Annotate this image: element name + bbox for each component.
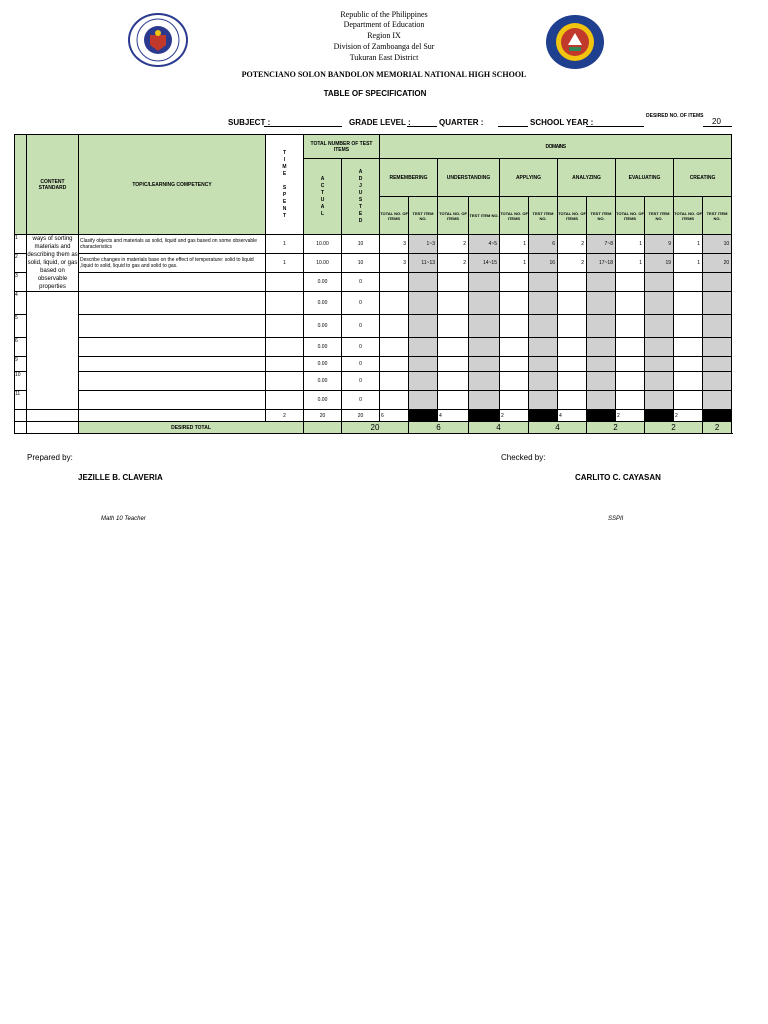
total-items-cell[interactable]: 1 xyxy=(674,235,703,254)
test-item-no-cell[interactable] xyxy=(587,315,616,338)
test-item-no-cell[interactable]: 14~15 xyxy=(469,254,500,273)
test-item-no-cell[interactable]: 10 xyxy=(703,235,732,254)
actual-cell: 0.00 xyxy=(304,391,342,410)
total-items-cell[interactable]: 2 xyxy=(438,254,469,273)
total-items-cell[interactable] xyxy=(500,357,529,372)
total-items-cell[interactable] xyxy=(500,338,529,357)
quarter-label: QUARTER : xyxy=(439,118,484,127)
total-items-cell[interactable] xyxy=(500,315,529,338)
total-items-cell[interactable] xyxy=(438,372,469,391)
totals-blank xyxy=(27,410,79,422)
totals-blank xyxy=(79,410,266,422)
domain-total-filler xyxy=(587,410,616,422)
table-row xyxy=(15,254,732,273)
total-no-items-header: TOTAL NO. OF ITEMS xyxy=(380,197,409,235)
grade-level-label: GRADE LEVEL : xyxy=(349,118,411,127)
total-items-cell[interactable] xyxy=(558,273,587,292)
domain-applying: APPLYING xyxy=(500,159,558,197)
topic-cell[interactable] xyxy=(79,357,266,372)
tos-table xyxy=(14,134,732,434)
actual-cell: 10.00 xyxy=(304,254,342,273)
test-item-no-header: TEST ITEM NO. xyxy=(409,197,438,235)
row-number: 6 xyxy=(15,338,27,357)
total-items-cell[interactable] xyxy=(558,292,587,315)
total-items-cell[interactable] xyxy=(558,357,587,372)
desired-items-underline xyxy=(703,126,732,127)
header-line-4: Division of Zamboanga del Sur xyxy=(333,42,435,51)
total-items-cell[interactable] xyxy=(438,315,469,338)
adjusted-cell: 0 xyxy=(342,273,380,292)
test-item-no-header: TEST ITEM NO. xyxy=(529,197,558,235)
test-item-no-cell[interactable] xyxy=(587,391,616,410)
test-item-no-cell[interactable] xyxy=(645,292,674,315)
test-item-no-cell[interactable] xyxy=(469,292,500,315)
preparer-position: Math 10 Teacher xyxy=(101,516,146,522)
total-actual: 20 xyxy=(304,410,342,422)
totals-blank xyxy=(15,410,27,422)
test-item-no-cell[interactable] xyxy=(529,338,558,357)
test-item-no-header: TEST ITEM NO. xyxy=(703,197,732,235)
desired-domain-value: 2 xyxy=(703,422,732,434)
total-items-cell[interactable] xyxy=(438,357,469,372)
desired-blank xyxy=(15,422,27,434)
row-number: 10 xyxy=(15,372,27,391)
domain-analyzing: ANALYZING xyxy=(558,159,616,197)
total-items-cell[interactable] xyxy=(674,372,703,391)
desired-domain-value: 6 xyxy=(409,422,469,434)
test-item-no-header: TEST ITEM NO. xyxy=(587,197,616,235)
time-spent-cell[interactable] xyxy=(266,391,304,410)
total-items-cell[interactable] xyxy=(558,372,587,391)
test-item-no-cell[interactable]: 19 xyxy=(645,254,674,273)
row-number: 5 xyxy=(15,315,27,338)
desired-items-value: 20 xyxy=(712,117,721,126)
preparer-name: JEZILLE B. CLAVERIA xyxy=(78,473,163,482)
test-item-no-cell[interactable] xyxy=(409,391,438,410)
test-item-no-cell[interactable]: 4~5 xyxy=(469,235,500,254)
total-items-cell[interactable] xyxy=(616,357,645,372)
total-items-cell[interactable] xyxy=(438,391,469,410)
adjusted-cell: 0 xyxy=(342,292,380,315)
test-item-no-cell[interactable] xyxy=(587,292,616,315)
total-items-cell[interactable] xyxy=(438,273,469,292)
table-row xyxy=(15,391,732,410)
checked-by-label: Checked by: xyxy=(501,453,546,462)
topic-cell[interactable] xyxy=(79,391,266,410)
test-item-no-cell[interactable]: 11~13 xyxy=(409,254,438,273)
total-items-cell[interactable] xyxy=(674,338,703,357)
test-item-no-cell[interactable] xyxy=(469,315,500,338)
total-items-header: TOTAL NUMBER OF TEST ITEMS xyxy=(304,135,380,159)
total-items-cell[interactable]: 1 xyxy=(616,235,645,254)
desired-items-label: DESIRED NO. OF ITEMS xyxy=(646,113,704,119)
total-items-cell[interactable]: 3 xyxy=(380,235,409,254)
test-item-no-cell[interactable] xyxy=(703,391,732,410)
test-item-no-cell[interactable] xyxy=(409,372,438,391)
domain-total-filler xyxy=(703,410,732,422)
domain-understanding: UNDERSTANDING xyxy=(438,159,500,197)
total-items-cell[interactable]: 3 xyxy=(380,254,409,273)
desired-domain-value: 4 xyxy=(469,422,529,434)
domain-total: 4 xyxy=(438,410,469,422)
domain-total: 2 xyxy=(616,410,645,422)
test-item-no-cell[interactable] xyxy=(529,357,558,372)
test-item-no-cell[interactable] xyxy=(469,338,500,357)
test-item-no-cell[interactable] xyxy=(409,357,438,372)
topic-cell[interactable] xyxy=(79,273,266,292)
prepared-by-label: Prepared by: xyxy=(27,453,73,462)
test-item-no-cell[interactable] xyxy=(587,357,616,372)
total-items-cell[interactable] xyxy=(616,273,645,292)
total-items-cell[interactable]: 1 xyxy=(500,235,529,254)
test-item-no-cell[interactable]: 9 xyxy=(645,235,674,254)
actual-cell: 0.00 xyxy=(304,357,342,372)
table-row xyxy=(15,273,732,292)
total-items-cell[interactable] xyxy=(380,357,409,372)
test-item-no-cell[interactable] xyxy=(645,391,674,410)
test-item-no-cell[interactable] xyxy=(409,273,438,292)
adjusted-cell: 0 xyxy=(342,357,380,372)
test-item-no-cell[interactable] xyxy=(529,292,558,315)
time-spent-cell[interactable] xyxy=(266,315,304,338)
test-item-no-cell[interactable] xyxy=(703,315,732,338)
total-items-cell[interactable] xyxy=(674,315,703,338)
test-item-no-cell[interactable]: 6 xyxy=(529,235,558,254)
row-number: 1 xyxy=(15,235,27,254)
table-row xyxy=(15,292,732,315)
topic-cell[interactable]: Describe changes in materials base on the effect of temperature: solid to liquid ,liquid to solid, liquid to gas and solid to gas. xyxy=(79,254,266,273)
domain-total-filler xyxy=(409,410,438,422)
row-number: 11 xyxy=(15,391,27,410)
test-item-no-cell[interactable] xyxy=(529,315,558,338)
test-item-no-cell[interactable] xyxy=(645,315,674,338)
table-row xyxy=(15,235,732,254)
school-name: POTENCIANO SOLON BANDOLON MEMORIAL NATIONAL HIGH SCHOOL xyxy=(241,70,527,79)
test-item-no-header: TEST ITEM NO. xyxy=(469,197,500,235)
table-row xyxy=(15,315,732,338)
domain-total: 2 xyxy=(500,410,529,422)
adjusted-cell: 0 xyxy=(342,315,380,338)
total-items-cell[interactable] xyxy=(674,391,703,410)
total-items-cell[interactable] xyxy=(500,391,529,410)
test-item-no-cell[interactable] xyxy=(645,372,674,391)
actual-cell: 0.00 xyxy=(304,315,342,338)
checker-position: SSPII xyxy=(608,516,624,522)
table-row xyxy=(15,338,732,357)
test-item-no-cell[interactable] xyxy=(469,273,500,292)
domain-total-filler xyxy=(469,410,500,422)
total-items-cell[interactable] xyxy=(558,315,587,338)
row-number: 9 xyxy=(15,357,27,372)
time-spent-cell[interactable] xyxy=(266,357,304,372)
total-items-cell[interactable]: 2 xyxy=(438,235,469,254)
actual-header: A C T U A L xyxy=(304,159,342,235)
test-item-no-cell[interactable] xyxy=(703,292,732,315)
desired-domain-value: 2 xyxy=(645,422,703,434)
test-item-no-cell[interactable]: 7~8 xyxy=(587,235,616,254)
adjusted-cell: 10 xyxy=(342,254,380,273)
total-items-cell[interactable]: 1 xyxy=(674,254,703,273)
adjusted-cell: 0 xyxy=(342,338,380,357)
desired-domain-value: 2 xyxy=(587,422,645,434)
total-items-cell[interactable] xyxy=(616,391,645,410)
domain-total: 2 xyxy=(674,410,703,422)
topic-cell[interactable]: Clasify objects and materials as solid, liquid and gas based on some observable characteristics xyxy=(79,235,266,254)
actual-cell: 0.00 xyxy=(304,338,342,357)
total-no-items-header: TOTAL NO. OF ITEMS xyxy=(500,197,529,235)
checker-name: CARLITO C. CAYASAN xyxy=(575,473,661,482)
row-number: 4 xyxy=(15,292,27,315)
table-row xyxy=(15,372,732,391)
adjusted-header: A D J U S T E D xyxy=(342,159,380,235)
desired-domain-value: 4 xyxy=(529,422,587,434)
adjusted-cell: 10 xyxy=(342,235,380,254)
header-line-1: Republic of the Philippines xyxy=(340,10,428,19)
desired-total-label: DESIRED TOTAL xyxy=(79,422,304,434)
test-item-no-cell[interactable]: 16 xyxy=(529,254,558,273)
test-item-no-cell[interactable] xyxy=(703,357,732,372)
total-items-cell[interactable]: 1 xyxy=(500,254,529,273)
total-items-cell[interactable] xyxy=(558,338,587,357)
test-item-no-cell[interactable]: 1~3 xyxy=(409,235,438,254)
desired-total-value: 20 xyxy=(342,422,409,434)
total-items-cell[interactable] xyxy=(380,315,409,338)
header-line-5: Tukuran East District xyxy=(349,53,419,62)
time-spent-header: T I M E S P E N T xyxy=(266,135,304,235)
total-items-cell[interactable] xyxy=(616,292,645,315)
row-number: 2 xyxy=(15,254,27,273)
domain-total: 4 xyxy=(558,410,587,422)
total-items-cell[interactable] xyxy=(500,292,529,315)
total-items-cell[interactable] xyxy=(674,292,703,315)
total-items-cell[interactable] xyxy=(558,391,587,410)
topic-cell[interactable] xyxy=(79,292,266,315)
actual-cell: 0.00 xyxy=(304,273,342,292)
total-items-cell[interactable] xyxy=(616,338,645,357)
domain-total-filler xyxy=(529,410,558,422)
row-number: 3 xyxy=(15,273,27,292)
total-items-cell[interactable] xyxy=(616,372,645,391)
test-item-no-cell[interactable]: 20 xyxy=(703,254,732,273)
total-adjusted: 20 xyxy=(342,410,380,422)
topic-cell[interactable] xyxy=(79,315,266,338)
total-items-cell[interactable] xyxy=(380,372,409,391)
time-spent-cell[interactable]: 1 xyxy=(266,235,304,254)
total-no-items-header: TOTAL NO. OF ITEMS xyxy=(674,197,703,235)
test-item-no-cell[interactable] xyxy=(529,391,558,410)
total-items-cell[interactable] xyxy=(674,273,703,292)
test-item-no-cell[interactable] xyxy=(645,357,674,372)
domain-total: 6 xyxy=(380,410,409,422)
header-line-3: Region IX xyxy=(367,31,401,40)
topic-cell[interactable] xyxy=(79,338,266,357)
table-row xyxy=(15,357,732,372)
adjusted-cell: 0 xyxy=(342,391,380,410)
total-items-cell[interactable] xyxy=(500,273,529,292)
time-spent-cell[interactable] xyxy=(266,338,304,357)
domains-header: DOMAINS xyxy=(380,135,732,159)
header-line-2: Department of Education xyxy=(343,20,425,29)
content-standard-cell-empty[interactable] xyxy=(27,292,79,410)
test-item-no-cell[interactable] xyxy=(529,372,558,391)
school-year-field[interactable] xyxy=(586,126,644,127)
grade-level-field[interactable] xyxy=(407,126,437,127)
subject-label: SUBJECT : xyxy=(228,118,271,127)
topic-header: TOPIC/LEARNING COMPETENCY xyxy=(79,135,266,235)
total-items-cell[interactable] xyxy=(380,391,409,410)
test-item-no-cell[interactable] xyxy=(469,391,500,410)
test-item-no-cell[interactable] xyxy=(529,273,558,292)
test-item-no-cell[interactable] xyxy=(587,273,616,292)
total-items-cell[interactable]: 2 xyxy=(558,254,587,273)
test-item-no-cell[interactable] xyxy=(587,372,616,391)
page-title: TABLE OF SPECIFICATION xyxy=(323,89,427,98)
desired-blank-green xyxy=(304,422,342,434)
total-items-cell[interactable] xyxy=(616,315,645,338)
test-item-no-header: TEST ITEM NO. xyxy=(645,197,674,235)
total-items-cell[interactable] xyxy=(674,357,703,372)
test-item-no-cell[interactable] xyxy=(703,372,732,391)
content-standard-cell[interactable]: ways of sorting materials and describing them as solid, liquid, or gas based on observable properties xyxy=(27,236,78,290)
time-spent-cell[interactable] xyxy=(266,372,304,391)
total-items-cell[interactable]: 2 xyxy=(558,235,587,254)
school-year-label: SCHOOL YEAR : xyxy=(530,118,594,127)
quarter-field[interactable] xyxy=(498,126,528,127)
test-item-no-cell[interactable]: 17~18 xyxy=(587,254,616,273)
desired-blank xyxy=(27,422,79,434)
test-item-no-cell[interactable] xyxy=(409,315,438,338)
content-standard-header: CONTENT STANDARD xyxy=(27,135,79,235)
test-item-no-cell[interactable] xyxy=(703,338,732,357)
total-no-items-header: TOTAL NO. OF ITEMS xyxy=(558,197,587,235)
actual-cell: 0.00 xyxy=(304,292,342,315)
total-items-cell[interactable] xyxy=(438,292,469,315)
test-item-no-cell[interactable] xyxy=(409,292,438,315)
total-items-cell[interactable] xyxy=(438,338,469,357)
total-no-items-header: TOTAL NO. OF ITEMS xyxy=(438,197,469,235)
row-number-header xyxy=(15,135,27,235)
adjusted-cell: 0 xyxy=(342,372,380,391)
domain-total-filler xyxy=(645,410,674,422)
topic-cell[interactable] xyxy=(79,372,266,391)
test-item-no-cell[interactable] xyxy=(409,338,438,357)
domain-remembering: REMEMBERING xyxy=(380,159,438,197)
test-item-no-cell[interactable] xyxy=(587,338,616,357)
time-spent-cell[interactable]: 1 xyxy=(266,254,304,273)
time-spent-cell[interactable] xyxy=(266,273,304,292)
total-items-cell[interactable]: 1 xyxy=(616,254,645,273)
time-spent-cell[interactable] xyxy=(266,292,304,315)
test-item-no-cell[interactable] xyxy=(645,273,674,292)
domain-evaluating: EVALUATING xyxy=(616,159,674,197)
total-time-spent: 2 xyxy=(266,410,304,422)
domain-creating: CREATING xyxy=(674,159,732,197)
test-item-no-cell[interactable] xyxy=(645,338,674,357)
test-item-no-cell[interactable] xyxy=(469,357,500,372)
total-items-cell[interactable] xyxy=(500,372,529,391)
actual-cell: 10.00 xyxy=(304,235,342,254)
total-items-cell[interactable] xyxy=(380,273,409,292)
test-item-no-cell[interactable] xyxy=(703,273,732,292)
total-items-cell[interactable] xyxy=(380,292,409,315)
subject-field[interactable] xyxy=(264,126,342,127)
total-items-cell[interactable] xyxy=(380,338,409,357)
actual-cell: 0.00 xyxy=(304,372,342,391)
total-no-items-header: TOTAL NO. OF ITEMS xyxy=(616,197,645,235)
test-item-no-cell[interactable] xyxy=(469,372,500,391)
